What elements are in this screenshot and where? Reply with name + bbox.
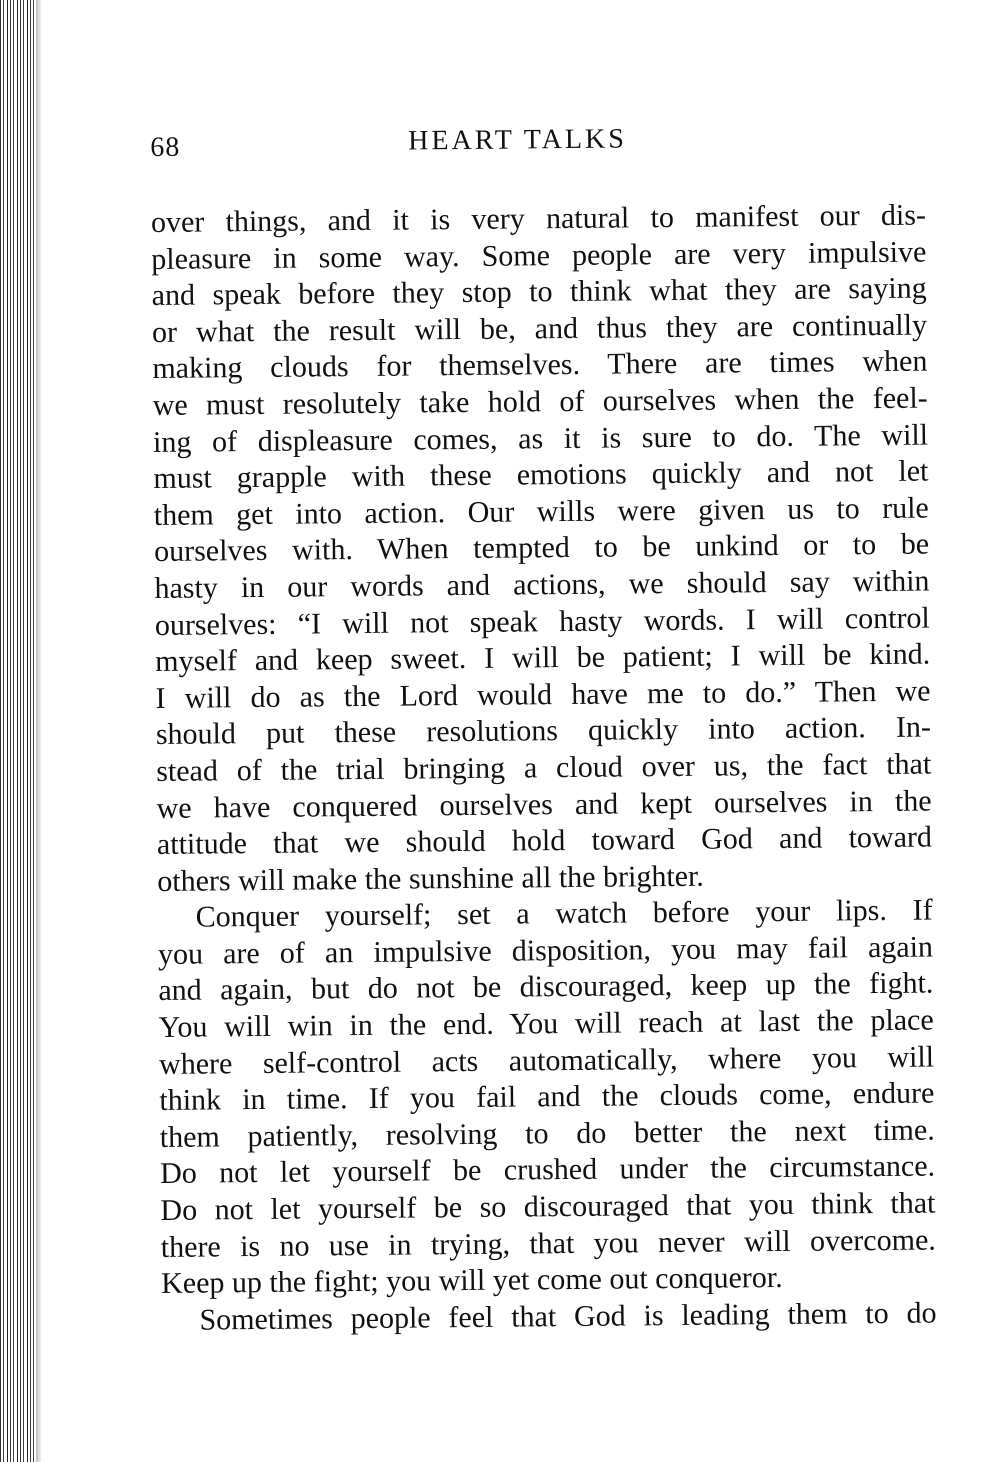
text-line: Do not let yourself be crushed under the circumstance. xyxy=(159,1149,936,1191)
running-title: HEART TALKS xyxy=(408,123,627,157)
text-line: ing of displeasure comes, as it is sure to do. The will xyxy=(152,418,929,459)
page-number: 68 xyxy=(150,131,181,163)
text-line: we have conquered ourselves and kept ourselves in the xyxy=(156,784,932,825)
binding-shadow xyxy=(36,0,42,1462)
text-line: there is no use in trying, that you never will overcome. xyxy=(160,1223,936,1264)
text-line: making clouds for themselves. There are times when xyxy=(152,344,928,386)
text-line: Keep up the fight; you will yet come out conqueror. xyxy=(161,1261,783,1301)
text-line: I will do as the Lord would have me to do.” Then we xyxy=(155,674,931,715)
text-line: pleasure in some way. Some people are very impulsive xyxy=(151,235,927,276)
text-line: hasty in our words and actions, we should say within xyxy=(154,564,930,605)
text-line: we must resolutely take hold of ourselves when the feel- xyxy=(152,381,928,422)
text-line: Do not let yourself be so discouraged that you think that xyxy=(160,1186,936,1227)
text-line: Sometimes people feel that God is leading them to do xyxy=(199,1296,937,1337)
book-page xyxy=(150,113,937,1340)
text-line: others will make the sunshine all the brighter. xyxy=(157,859,705,898)
text-line: where self-control acts automatically, where you will xyxy=(158,1040,935,1081)
text-line: or what the result will be, and thus they are continually xyxy=(151,308,928,349)
text-line: must grapple with these emotions quickly and not let xyxy=(153,454,929,496)
body-text xyxy=(151,198,937,1340)
text-line: myself and keep sweet. I will be patient; I will be kind. xyxy=(155,637,931,679)
text-line: and again, but do not be discouraged, keep up the fight. xyxy=(158,966,934,1008)
text-line: you are of an impulsive disposition, you may fail again xyxy=(157,930,934,971)
book-binding-edge xyxy=(0,0,36,1462)
page-header xyxy=(150,113,925,170)
text-line: them patiently, resolving to do better the next time. xyxy=(159,1113,935,1154)
text-line: ourselves: “I will not speak hasty words. I will control xyxy=(154,601,930,642)
text-line: You will win in the end. You will reach at last the place xyxy=(158,1003,934,1045)
text-line: should put these resolutions quickly into action. In- xyxy=(155,710,932,752)
text-line: think in time. If you fail and the clouds come, endure xyxy=(159,1076,935,1118)
text-line: stead of the trial bringing a cloud over us, the fact that xyxy=(156,747,932,788)
text-line: attitude that we should hold toward God and toward xyxy=(156,820,933,862)
text-line: Conquer yourself; set a watch before your lips. If xyxy=(195,893,933,934)
text-line: over things, and it is very natural to manifest our dis- xyxy=(150,198,927,239)
text-line: and speak before they stop to think what they are saying xyxy=(151,271,927,313)
text-line: ourselves with. When tempted to be unkind or to be xyxy=(153,527,930,569)
text-line: them get into action. Our wills were given us to rule xyxy=(153,491,929,532)
